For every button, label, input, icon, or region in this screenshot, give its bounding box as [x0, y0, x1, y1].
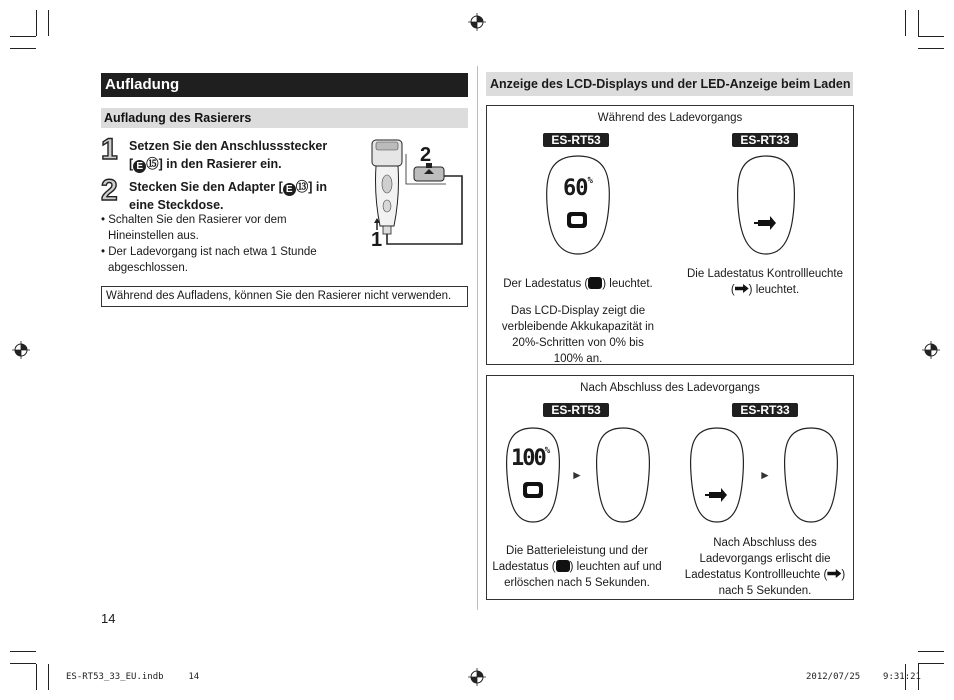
- caption-line: Das LCD-Display zeigt die: [510, 305, 646, 317]
- panel-1-title: Während des Ladevorgangs: [597, 112, 743, 124]
- caption-rt53-after: [489, 543, 665, 591]
- reference-e-icon: E: [283, 183, 296, 196]
- step-1-rest: ⑮] in den Rasierer ein.: [146, 157, 282, 171]
- registration-mark-icon: [468, 668, 486, 686]
- step-2-number: 2: [101, 174, 118, 207]
- lcd-display-rt53: [543, 154, 613, 256]
- step-1-line-2: [129, 155, 359, 173]
- page-number: 14: [101, 611, 116, 626]
- caption-rt33-after: [677, 535, 853, 599]
- registration-mark-icon: [12, 341, 30, 359]
- lcd-unit: %: [544, 446, 551, 456]
- step-2-rest: ⑬] in: [295, 180, 327, 194]
- plug-in-charging-icon: [735, 284, 749, 293]
- caption-text: ) leuchtet.: [748, 284, 800, 296]
- sequence-arrow-icon: ►: [759, 468, 771, 482]
- step-1-bracket: [: [129, 157, 134, 171]
- model-tag-es-rt53: ES-RT53: [543, 133, 609, 147]
- caption-line: 20%-Schritten von 0% bis: [512, 337, 644, 349]
- step-1-text: [129, 137, 359, 173]
- lcd-display-rt53-off: [593, 426, 653, 524]
- footer-timestamp: [806, 672, 921, 682]
- plug-in-charging-icon: [556, 560, 570, 572]
- panel-2-title: Nach Abschluss des Ladevorgangs: [580, 382, 760, 394]
- figure-label-1: 1: [371, 229, 383, 251]
- caption-rt33-during: [677, 266, 853, 298]
- caption-text: ) leuchten auf und: [569, 561, 662, 573]
- right-section-header: Anzeige des LCD-Displays und der LED-Anzeige beim Laden: [486, 72, 853, 96]
- led-display-rt33: [734, 154, 798, 256]
- caption-text: Ladestatus (: [492, 561, 556, 573]
- figure-label-2: 2: [420, 144, 432, 166]
- step-2-lead: Stecken Sie den Adapter [: [129, 180, 283, 194]
- caption-line: 100% an.: [553, 353, 603, 365]
- footer-page: 14: [188, 672, 200, 682]
- bullet-1-line-2: Hineinstellen aus.: [108, 230, 199, 242]
- step-2-line-1: [129, 178, 359, 196]
- usage-note: Während des Aufladens, können Sie den Rasierer nicht verwenden.: [101, 286, 468, 307]
- lcd-value-60: 60: [563, 176, 588, 201]
- panel-during-charging: [486, 105, 854, 365]
- model-tag-es-rt33: ES-RT33: [732, 403, 798, 417]
- column-divider: [477, 66, 478, 610]
- caption-text: ) leuchtet.: [602, 278, 653, 290]
- footer-file-name: ES-RT53_33_EU.indb: [66, 672, 164, 682]
- bullet-1-line-1: • Schalten Sie den Rasierer vor dem: [101, 214, 287, 226]
- footer-date: 2012/07/25: [806, 672, 861, 682]
- caption-line: [677, 567, 853, 583]
- model-tag-es-rt53: ES-RT53: [543, 403, 609, 417]
- reference-e-icon: E: [133, 160, 146, 173]
- lcd-percent-value-full: [511, 446, 550, 471]
- lcd-display-rt53-full: [503, 426, 563, 524]
- step-2-line-2: eine Steckdose.: [129, 198, 224, 212]
- bullet-2-line-2: abgeschlossen.: [108, 262, 188, 274]
- footer-time: 9:31:21: [883, 672, 921, 682]
- caption-line: nach 5 Sekunden.: [718, 585, 812, 597]
- caption-line: Die Ladestatus Kontrollleuchte: [687, 268, 843, 280]
- step-1-number: 1: [101, 133, 118, 166]
- footer-file: [66, 672, 199, 682]
- led-display-rt33-off: [781, 426, 841, 524]
- caption-line: [677, 282, 853, 298]
- registration-mark-icon: [468, 13, 486, 31]
- bullet-2-line-1: • Der Ladevorgang ist nach etwa 1 Stunde: [101, 246, 317, 258]
- section-title: Aufladung: [101, 73, 468, 97]
- registration-mark-icon: [922, 341, 940, 359]
- sequence-arrow-icon: ►: [571, 468, 583, 482]
- model-tag-es-rt33: ES-RT33: [732, 133, 798, 147]
- lcd-value-100: 100: [511, 446, 545, 471]
- caption-line: erlöschen nach 5 Sekunden.: [504, 577, 650, 589]
- panel-after-charging: [486, 375, 854, 600]
- led-display-rt33-full: [687, 426, 747, 524]
- caption-line: verbleibende Akkukapazität in: [501, 321, 655, 333]
- plug-in-charging-icon: [827, 569, 841, 578]
- caption-text: Ladestatus Kontrollleuchte (: [684, 569, 828, 581]
- lcd-percent-value: [563, 176, 592, 201]
- lcd-unit: %: [587, 176, 592, 186]
- caption-rt53-during: [493, 276, 663, 292]
- caption-line: Die Batterieleistung und der: [506, 545, 648, 557]
- caption-line: [489, 559, 665, 575]
- step-1-line-1: Setzen Sie den Anschlussstecker: [129, 139, 328, 153]
- caption-line: Nach Abschluss des: [713, 537, 817, 549]
- caption-text: ): [841, 569, 846, 581]
- caption-text: Der Ladestatus (: [503, 278, 589, 290]
- step-2-text: [129, 178, 359, 214]
- caption-text: (: [730, 284, 735, 296]
- caption-line: Ladevorgangs erlischt die: [699, 553, 831, 565]
- caption-rt53-lcd-info: [493, 303, 663, 367]
- section-subtitle: Aufladung des Rasierers: [101, 108, 468, 128]
- plug-in-charging-icon: [588, 277, 602, 289]
- bullet-list: [101, 212, 361, 276]
